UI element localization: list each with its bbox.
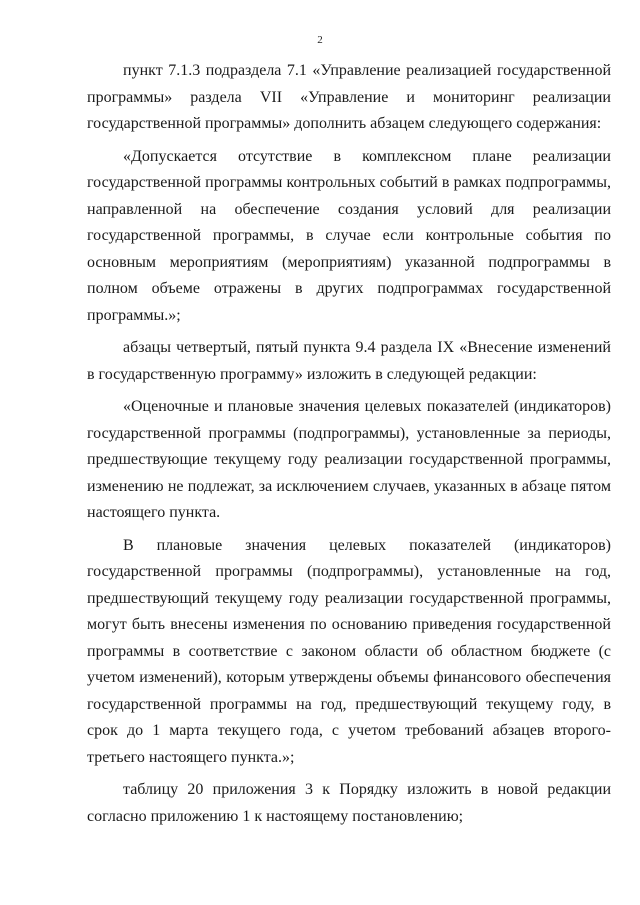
paragraph-quote-control-events: «Допускается отсутствие в комплексном плане реализации государственной программы контрольных событий в рамках подпрограммы, направленной на обеспечение создания условий для реализации государственной программы, в случае если контрольные события по основным мероприятиям (мероприятиям) указанной подпрограммы в полном объеме отражены в других подпрограммах государственной программы.»; <box>87 147 611 324</box>
document-body <box>87 58 611 836</box>
paragraph-quote-estimated-values: «Оценочные и плановые значения целевых показателей (индикаторов) государственной программы (подпрограммы), установленные за периоды, предшествующие текущему году реализации государственной программы, изменению не подлежат, за исключением случаев, указанных в абзаце пятом настоящего пункта. <box>87 398 611 521</box>
paragraph-amend-9-4: абзацы четвертый, пятый пункта 9.4 раздела IX «Внесение изменений в государственную программу» изложить в следующей редакции: <box>87 339 611 383</box>
paragraph-quote-planned-values: В плановые значения целевых показателей (индикаторов) государственной программы (подпрограммы), установленные на год, предшествующий текущему году реализации государственной программы, могут быть внесены изменения по основанию приведения государственной программы в соответствие с законом области об областном бюджете (с учетом изменений), которым утверждены объемы финансового обеспечения государственной программы на год, предшествующий текущему году, в срок до 1 марта текущего года, с учетом требований абзацев второго-третьего настоящего пункта.»; <box>87 536 611 766</box>
paragraph-amend-7-1-3: пункт 7.1.3 подраздела 7.1 «Управление реализацией государственной программы» раздела VII «Управление и мониторинг реализации государственной программы» дополнить абзацем следующего содержания: <box>87 62 611 132</box>
paragraph-table-20: таблицу 20 приложения 3 к Порядку изложить в новой редакции согласно приложению 1 к настоящему постановлению; <box>87 781 611 825</box>
page-number: 2 <box>317 34 323 46</box>
